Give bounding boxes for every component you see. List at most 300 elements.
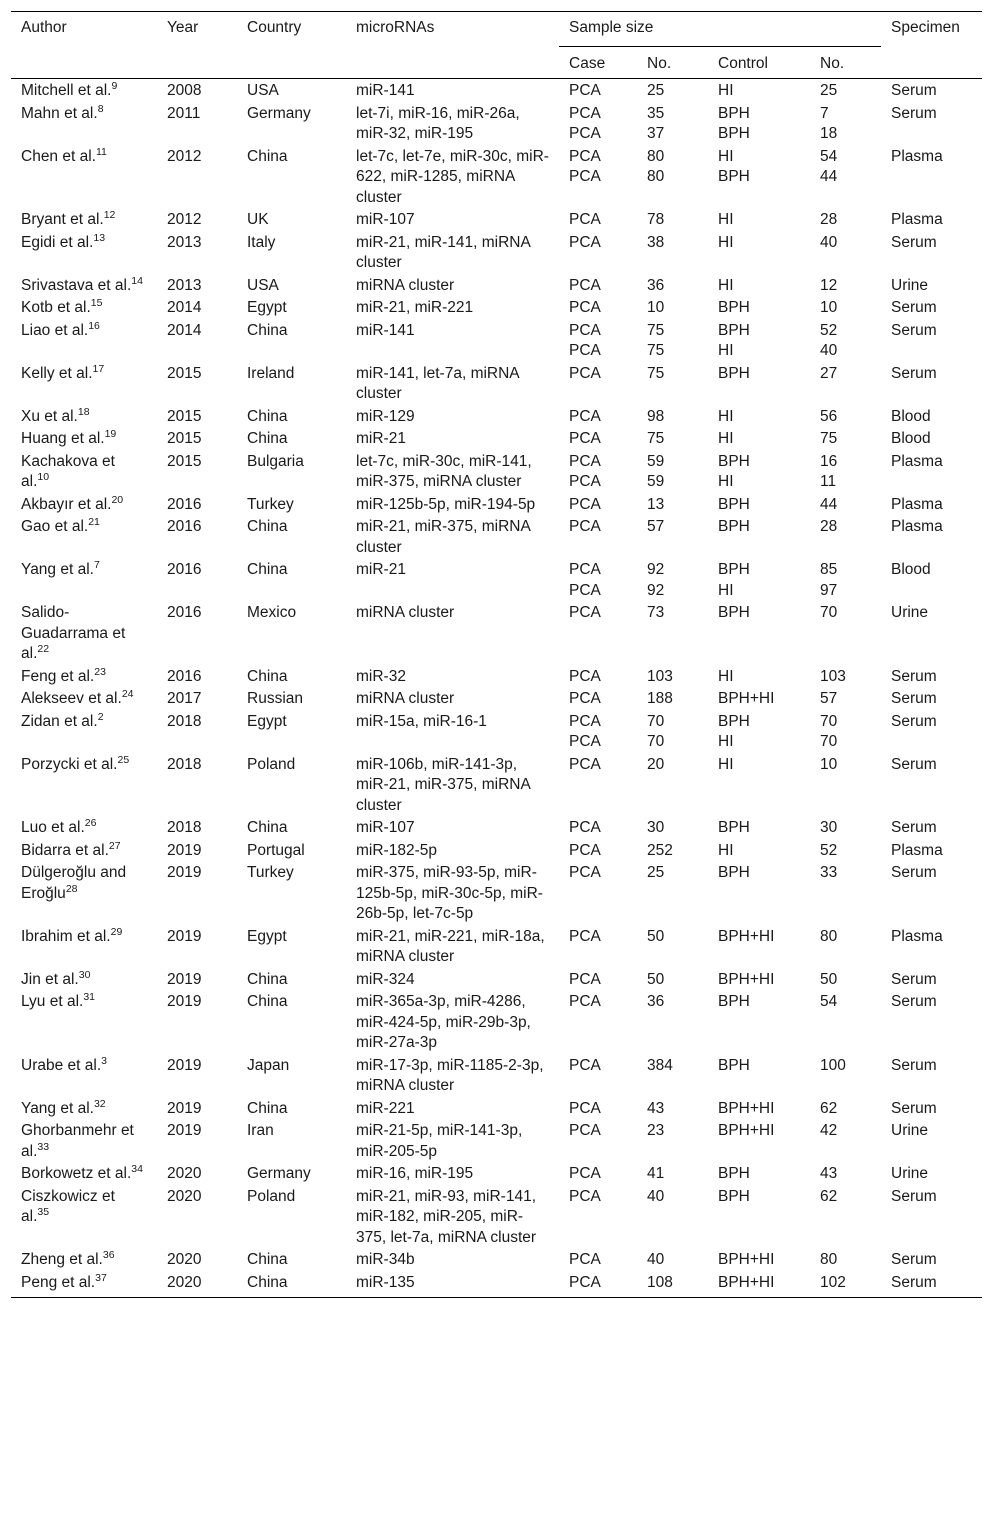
cell-control-value: HI (718, 147, 734, 165)
cell-control (708, 711, 810, 754)
cell-control-no-value: 100 (820, 1056, 846, 1074)
table-row (11, 1186, 982, 1250)
cell-author (11, 297, 157, 320)
cell-country (237, 146, 346, 210)
micrornas-value: miR-107 (356, 211, 415, 228)
col-header-micrornas: microRNAs (356, 19, 435, 36)
country-value: Bulgaria (247, 452, 304, 470)
author-name: Peng et al. (21, 1273, 96, 1291)
cell-case-no-value: 40 (647, 1251, 665, 1268)
cell-case-no-value: 75 (647, 430, 665, 447)
year-value: 2018 (167, 755, 202, 773)
cell-micrornas (346, 1120, 559, 1163)
table-row (11, 1272, 982, 1298)
cell-case-value: PCA (569, 104, 601, 122)
cell-case-no-value: 384 (647, 1056, 673, 1074)
table-row (11, 363, 982, 406)
specimen-value: Serum (891, 233, 937, 251)
cell-control-no (810, 1055, 881, 1098)
cell-case-value: PCA (569, 1165, 601, 1182)
country-value: China (247, 407, 288, 425)
cell-case-no (637, 275, 708, 298)
cell-case (559, 428, 637, 451)
cell-case-no-value: 43 (647, 1099, 665, 1117)
reference-number: 12 (103, 209, 116, 221)
cell-control-no-value: 52 (820, 841, 838, 859)
col-header-control: Control (708, 46, 810, 79)
cell-author (11, 428, 157, 451)
cell-case-no (637, 688, 708, 711)
cell-micrornas (346, 494, 559, 517)
cell-control-no (810, 602, 881, 666)
year-value: 2020 (167, 1187, 202, 1205)
cell-micrornas (346, 275, 559, 298)
col-header-country: Country (247, 19, 302, 36)
cell-case-no (637, 969, 708, 992)
cell-case-value: PCA (569, 733, 601, 750)
cell-micrornas (346, 428, 559, 451)
cell-author (11, 817, 157, 840)
reference-number: 23 (94, 665, 106, 678)
cell-case (559, 275, 637, 298)
cell-case-no (637, 754, 708, 818)
cell-case-no-value: 73 (647, 604, 665, 621)
cell-control-value: BPH+HI (718, 1099, 775, 1117)
cell-micrornas (346, 817, 559, 840)
micrornas-value: miR-375, miR-93-5p, miR-125b-5p, miR-30c-5p, miR-26b-5p, let-7c-5p (356, 864, 543, 922)
cell-country (237, 688, 346, 711)
cell-specimen (881, 451, 982, 494)
cell-case-no-value: 103 (647, 667, 673, 685)
country-value: Egypt (247, 299, 287, 316)
cell-case-no-value: 57 (647, 518, 665, 535)
cell-case-value: PCA (569, 321, 601, 339)
cell-micrornas (346, 969, 559, 992)
micrornas-value: miR-324 (356, 970, 415, 988)
cell-control-no-value: 28 (820, 518, 838, 535)
cell-micrornas (346, 754, 559, 818)
year-value: 2016 (167, 667, 202, 685)
cell-specimen (881, 363, 982, 406)
cell-control-value: BPH (718, 1056, 750, 1074)
cell-case-value: PCA (569, 1099, 601, 1117)
country-value: USA (247, 276, 279, 294)
specimen-value: Serum (891, 1187, 937, 1205)
cell-control-no-value: 11 (820, 473, 837, 490)
specimen-value: Serum (891, 321, 937, 339)
cell-case-no (637, 363, 708, 406)
cell-control (708, 146, 810, 210)
reference-number: 17 (92, 362, 105, 375)
cell-control-value: BPH (718, 993, 750, 1010)
cell-control-no-value: 62 (820, 1099, 838, 1117)
reference-number: 13 (93, 231, 106, 244)
cell-specimen (881, 494, 982, 517)
cell-case-no (637, 146, 708, 210)
cell-country (237, 1098, 346, 1121)
specimen-value: Serum (891, 819, 937, 836)
cell-control-no-value: 75 (820, 430, 838, 447)
cell-control-no (810, 754, 881, 818)
micrornas-value: let-7i, miR-16, miR-26a, miR-32, miR-195 (356, 104, 520, 142)
cell-micrornas (346, 666, 559, 689)
micrornas-value: miR-221 (356, 1099, 415, 1117)
cell-case (559, 559, 637, 602)
cell-author (11, 602, 157, 666)
cell-control (708, 969, 810, 992)
cell-control (708, 1163, 810, 1186)
cell-control-value: HI (718, 342, 734, 359)
cell-year (157, 320, 237, 363)
cell-control-no-value: 40 (820, 342, 838, 359)
year-value: 2020 (167, 1251, 202, 1268)
cell-control-no-value: 50 (820, 970, 838, 988)
specimen-value: Blood (891, 407, 931, 425)
cell-author (11, 363, 157, 406)
specimen-value: Serum (891, 299, 937, 316)
cell-case-no (637, 817, 708, 840)
cell-case (559, 103, 637, 146)
country-value: China (247, 147, 288, 165)
cell-control-value: HI (718, 211, 734, 228)
cell-specimen (881, 297, 982, 320)
cell-case-no (637, 494, 708, 517)
cell-specimen (881, 1098, 982, 1121)
cell-year (157, 688, 237, 711)
cell-control-no-value: 80 (820, 927, 838, 945)
cell-author (11, 1249, 157, 1272)
cell-control-value: HI (718, 841, 734, 859)
year-value: 2018 (167, 712, 202, 730)
author-name: Lyu et al. (21, 993, 84, 1010)
cell-control-value: BPH (718, 1165, 750, 1182)
cell-author (11, 494, 157, 517)
cell-control (708, 209, 810, 232)
cell-case (559, 363, 637, 406)
cell-case (559, 209, 637, 232)
cell-control-no-value: 54 (820, 993, 838, 1010)
cell-case-no-value: 37 (647, 125, 665, 142)
col-header-sample-size: Sample size (559, 12, 881, 47)
micrornas-value: miR-34b (356, 1251, 415, 1268)
year-value: 2014 (167, 321, 202, 339)
cell-control-no-value: 44 (820, 495, 838, 513)
author-name: Ibrahim et al. (21, 927, 111, 945)
author-name: Huang et al. (21, 430, 105, 447)
cell-control-no-value: 44 (820, 168, 838, 185)
cell-control (708, 1120, 810, 1163)
cell-case (559, 1272, 637, 1298)
table-row (11, 1098, 982, 1121)
cell-control-no-value: 70 (820, 604, 838, 621)
country-value: Germany (247, 1165, 311, 1182)
cell-case-no-value: 40 (647, 1187, 665, 1205)
micrornas-value: let-7c, miR-30c, miR-141, miR-375, miRNA cluster (356, 452, 532, 490)
cell-year (157, 754, 237, 818)
cell-country (237, 711, 346, 754)
cell-case-value: PCA (569, 276, 601, 294)
cell-control-no (810, 103, 881, 146)
cell-control-no (810, 363, 881, 406)
cell-country (237, 363, 346, 406)
cell-specimen (881, 103, 982, 146)
year-value: 2011 (167, 104, 201, 122)
cell-author (11, 1186, 157, 1250)
cell-specimen (881, 840, 982, 863)
cell-year (157, 1120, 237, 1163)
reference-number: 10 (37, 471, 50, 483)
cell-micrornas (346, 363, 559, 406)
cell-case (559, 297, 637, 320)
cell-case-no (637, 516, 708, 559)
cell-control-value: BPH (718, 864, 750, 881)
cell-control (708, 320, 810, 363)
cell-year (157, 926, 237, 969)
cell-year (157, 1163, 237, 1186)
author-name: Mahn et al. (21, 104, 98, 122)
cell-specimen (881, 516, 982, 559)
year-value: 2016 (167, 495, 202, 513)
cell-country (237, 1055, 346, 1098)
author-name: Yang et al. (21, 561, 94, 578)
country-value: Turkey (247, 495, 294, 513)
cell-control-no-value: 97 (820, 581, 838, 599)
cell-control-no-value: 85 (820, 561, 838, 578)
year-value: 2012 (167, 147, 202, 165)
cell-case-no (637, 209, 708, 232)
author-name: Dülgeroğlu and Eroğlu (21, 864, 127, 902)
col-header-case-no: No. (637, 46, 708, 79)
cell-year (157, 428, 237, 451)
table-row (11, 232, 982, 275)
cell-specimen (881, 991, 982, 1055)
year-value: 2019 (167, 993, 202, 1010)
reference-number: 25 (117, 753, 130, 766)
specimen-value: Serum (891, 712, 937, 730)
cell-control-no-value: 42 (820, 1122, 838, 1139)
cell-control-value: HI (718, 82, 734, 99)
cell-control (708, 428, 810, 451)
cell-specimen (881, 320, 982, 363)
cell-control-no-value: 102 (820, 1273, 846, 1291)
cell-year (157, 1055, 237, 1098)
author-name: Zheng et al. (21, 1251, 103, 1268)
cell-specimen (881, 862, 982, 926)
table-row (11, 559, 982, 602)
cell-country (237, 1163, 346, 1186)
cell-specimen (881, 1120, 982, 1163)
cell-year (157, 297, 237, 320)
cell-case (559, 79, 637, 103)
country-value: Poland (247, 1187, 296, 1205)
cell-control-no (810, 1272, 881, 1298)
table-row (11, 969, 982, 992)
reference-number: 33 (37, 1140, 50, 1153)
specimen-value: Plasma (891, 927, 943, 945)
specimen-value: Serum (891, 1099, 937, 1117)
cell-country (237, 320, 346, 363)
specimen-value: Serum (891, 667, 937, 685)
reference-number: 15 (90, 297, 103, 309)
cell-control-no (810, 1120, 881, 1163)
cell-control-value: BPH (718, 819, 750, 836)
cell-year (157, 666, 237, 689)
micrornas-value: miR-21, miR-141, miRNA cluster (356, 233, 530, 271)
cell-author (11, 320, 157, 363)
cell-control (708, 1055, 810, 1098)
cell-case-no (637, 602, 708, 666)
cell-case (559, 817, 637, 840)
cell-year (157, 991, 237, 1055)
country-value: China (247, 518, 288, 535)
cell-author (11, 688, 157, 711)
cell-case-no-value: 70 (647, 733, 665, 750)
specimen-value: Serum (891, 1251, 937, 1268)
cell-case-value: PCA (569, 561, 601, 578)
cell-control-value: HI (718, 276, 734, 294)
micrornas-value: miR-17-3p, miR-1185-2-3p, miRNA cluster (356, 1056, 544, 1094)
cell-case-no-value: 75 (647, 342, 665, 359)
cell-country (237, 926, 346, 969)
reference-number: 7 (93, 559, 100, 571)
cell-year (157, 1098, 237, 1121)
specimen-value: Serum (891, 970, 937, 988)
specimen-value: Plasma (891, 147, 943, 165)
author-name: Ghorbanmehr et al. (21, 1122, 134, 1160)
author-name: Gao et al. (21, 518, 89, 535)
cell-control-no-value: 57 (820, 690, 838, 707)
cell-author (11, 103, 157, 146)
table-body (11, 79, 982, 1298)
table-row (11, 1249, 982, 1272)
cell-control-no (810, 688, 881, 711)
cell-control-no-value: 43 (820, 1165, 838, 1182)
cell-author (11, 1055, 157, 1098)
cell-control-value: BPH (718, 104, 750, 122)
table-row (11, 991, 982, 1055)
cell-control-value: HI (718, 407, 734, 425)
table-row (11, 406, 982, 429)
cell-control-value: HI (718, 667, 734, 685)
specimen-value: Serum (891, 755, 937, 773)
cell-case-value: PCA (569, 211, 601, 228)
specimen-value: Plasma (891, 452, 943, 470)
cell-year (157, 451, 237, 494)
country-value: China (247, 561, 288, 578)
country-value: Mexico (247, 604, 297, 621)
cell-case-value: PCA (569, 299, 601, 316)
cell-case-no-value: 80 (647, 147, 665, 165)
author-name: Urabe et al. (21, 1056, 102, 1074)
year-value: 2019 (167, 970, 202, 988)
micrornas-value: miR-16, miR-195 (356, 1165, 474, 1182)
cell-case-value: PCA (569, 581, 601, 599)
author-name: Kelly et al. (21, 364, 93, 382)
cell-case-value: PCA (569, 927, 601, 945)
cell-author (11, 1120, 157, 1163)
table-row (11, 1163, 982, 1186)
cell-micrornas (346, 79, 559, 103)
cell-micrornas (346, 711, 559, 754)
cell-case-no (637, 451, 708, 494)
cell-case (559, 754, 637, 818)
cell-control-value: BPH+HI (718, 1251, 775, 1268)
cell-control (708, 79, 810, 103)
cell-author (11, 79, 157, 103)
cell-control-value: BPH+HI (718, 927, 775, 945)
cell-country (237, 840, 346, 863)
cell-author (11, 451, 157, 494)
cell-case-value: PCA (569, 1273, 601, 1291)
table-row (11, 602, 982, 666)
specimen-value: Serum (891, 1056, 937, 1074)
author-name: Borkowetz et al. (21, 1165, 132, 1182)
reference-number: 19 (104, 428, 117, 440)
specimen-value: Blood (891, 430, 931, 447)
year-value: 2019 (167, 864, 202, 881)
cell-specimen (881, 209, 982, 232)
col-header-case: Case (559, 46, 637, 79)
cell-micrornas (346, 1249, 559, 1272)
micrornas-value: miR-15a, miR-16-1 (356, 712, 487, 730)
cell-control (708, 754, 810, 818)
cell-case-no-value: 25 (647, 82, 665, 99)
cell-case-value: PCA (569, 125, 601, 142)
micrornas-value: miR-21, miR-221 (356, 299, 474, 316)
table-row (11, 209, 982, 232)
cell-micrornas (346, 232, 559, 275)
year-value: 2015 (167, 452, 202, 470)
cell-control-no-value: 7 (820, 104, 829, 122)
country-value: China (247, 430, 288, 447)
author-name: Zidan et al. (21, 712, 98, 730)
cell-case (559, 1186, 637, 1250)
cell-control (708, 275, 810, 298)
cell-year (157, 602, 237, 666)
cell-author (11, 666, 157, 689)
cell-control-value: BPH (718, 604, 750, 621)
table-row (11, 688, 982, 711)
cell-control (708, 494, 810, 517)
cell-year (157, 711, 237, 754)
cell-case-no (637, 1120, 708, 1163)
cell-case-value: PCA (569, 342, 601, 359)
specimen-value: Urine (891, 1165, 929, 1182)
cell-author (11, 840, 157, 863)
micrornas-value: miR-21, miR-221, miR-18a, miRNA cluster (356, 927, 545, 965)
country-value: Japan (247, 1056, 290, 1074)
cell-case-no (637, 1249, 708, 1272)
cell-case-no-value: 36 (647, 993, 665, 1010)
micrornas-value: miR-141 (356, 82, 415, 99)
cell-year (157, 209, 237, 232)
cell-case-no-value: 13 (647, 495, 665, 513)
cell-control-value: BPH (718, 321, 750, 339)
specimen-value: Blood (891, 561, 931, 578)
year-value: 2015 (167, 407, 202, 425)
cell-control-no-value: 40 (820, 233, 838, 251)
cell-case-value: PCA (569, 1056, 601, 1074)
reference-number: 16 (88, 319, 100, 332)
cell-year (157, 494, 237, 517)
year-value: 2015 (167, 364, 202, 382)
cell-control-no (810, 232, 881, 275)
cell-case-no (637, 103, 708, 146)
cell-case-value: PCA (569, 1187, 601, 1205)
cell-control (708, 991, 810, 1055)
country-value: China (247, 819, 288, 836)
reference-number: 26 (84, 817, 97, 829)
